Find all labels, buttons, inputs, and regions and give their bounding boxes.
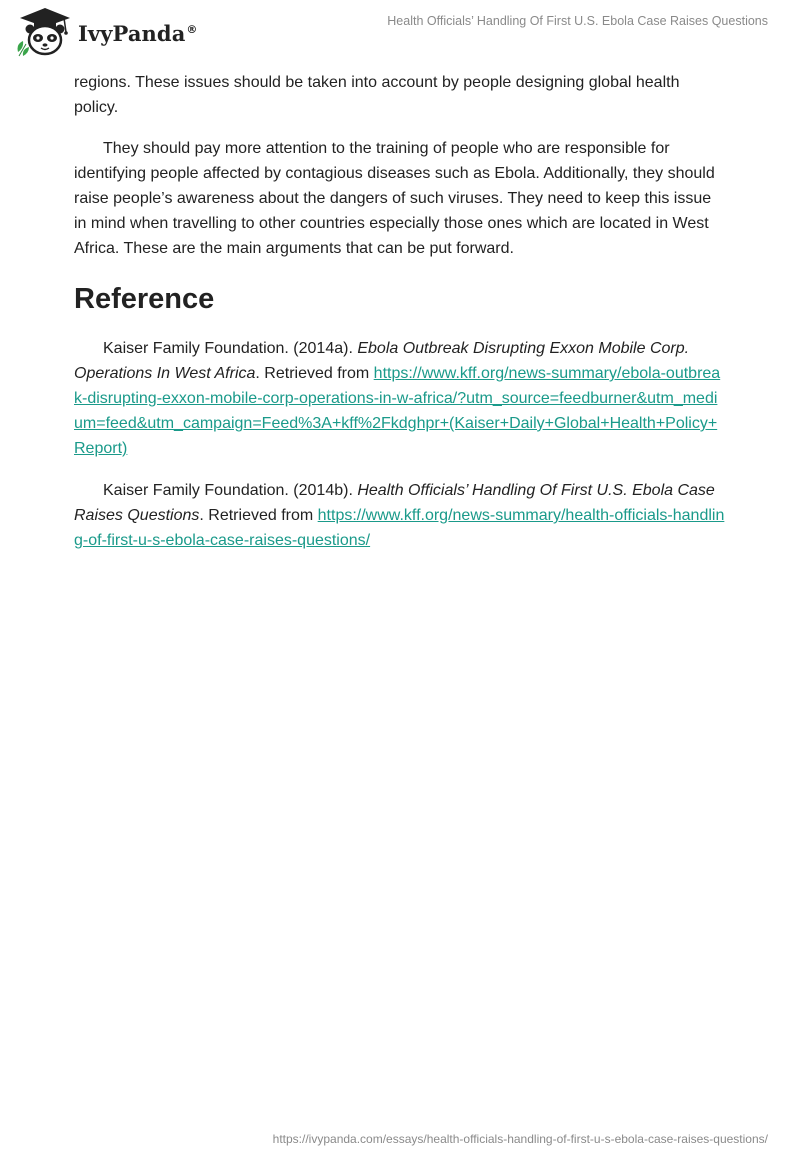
reference-author: Kaiser Family Foundation. (2014b).	[103, 482, 358, 499]
body-paragraph: regions. These issues should be taken into account by people designing global health policy.	[74, 74, 680, 116]
reference-link[interactable]: https://www.kff.org/news-summary/ebola-outbreak-disrupting-exxon-mobile-corp-operations-in-w-africa/?utm_source=feedburner&utm_medium=feed&utm_campaign=Feed%3A+kff%2Fkdghpr+(Kaiser+Daily+Global+Health+Policy+Report)	[74, 365, 721, 457]
body-paragraph: They should pay more attention to the training of people who are responsible for identifying people affected by contagious diseases such as Ebola. Additionally, they should raise people’s awareness about the dangers of such viruses. They need to keep this issue in mind when travelling to other countries especially those ones which are located in West Africa. These are the main arguments that can be put forward.	[74, 140, 715, 257]
reference-title: Ebola Outbreak Disrupting Exxon Mobile Corp. Operations In West Africa	[74, 340, 690, 382]
panda-graduate-icon	[14, 6, 76, 58]
document-body	[74, 70, 726, 570]
registered-mark: ®	[186, 22, 198, 36]
reference-link[interactable]: https://www.kff.org/news-summary/health-officials-handling-of-first-u-s-ebola-case-raises-questions/	[74, 507, 725, 549]
brand-name: IvyPanda®	[78, 20, 198, 46]
reference-heading: Reference	[74, 283, 215, 315]
reference-entry	[74, 478, 726, 553]
reference-author: Kaiser Family Foundation. (2014a).	[103, 340, 358, 357]
reference-retrieved: . Retrieved from	[255, 365, 374, 382]
page-header	[0, 0, 800, 70]
reference-entry	[74, 336, 726, 461]
reference-title: Health Officials’ Handling Of First U.S. Ebola Case Raises Questions	[74, 482, 715, 524]
document-title: Health Officials’ Handling Of First U.S. Ebola Case Raises Questions	[387, 14, 768, 28]
ivypanda-logo[interactable]	[14, 6, 198, 58]
footer-url: https://ivypanda.com/essays/health-officials-handling-of-first-u-s-ebola-case-raises-questions/	[272, 1132, 768, 1146]
reference-retrieved: . Retrieved from	[199, 507, 318, 524]
